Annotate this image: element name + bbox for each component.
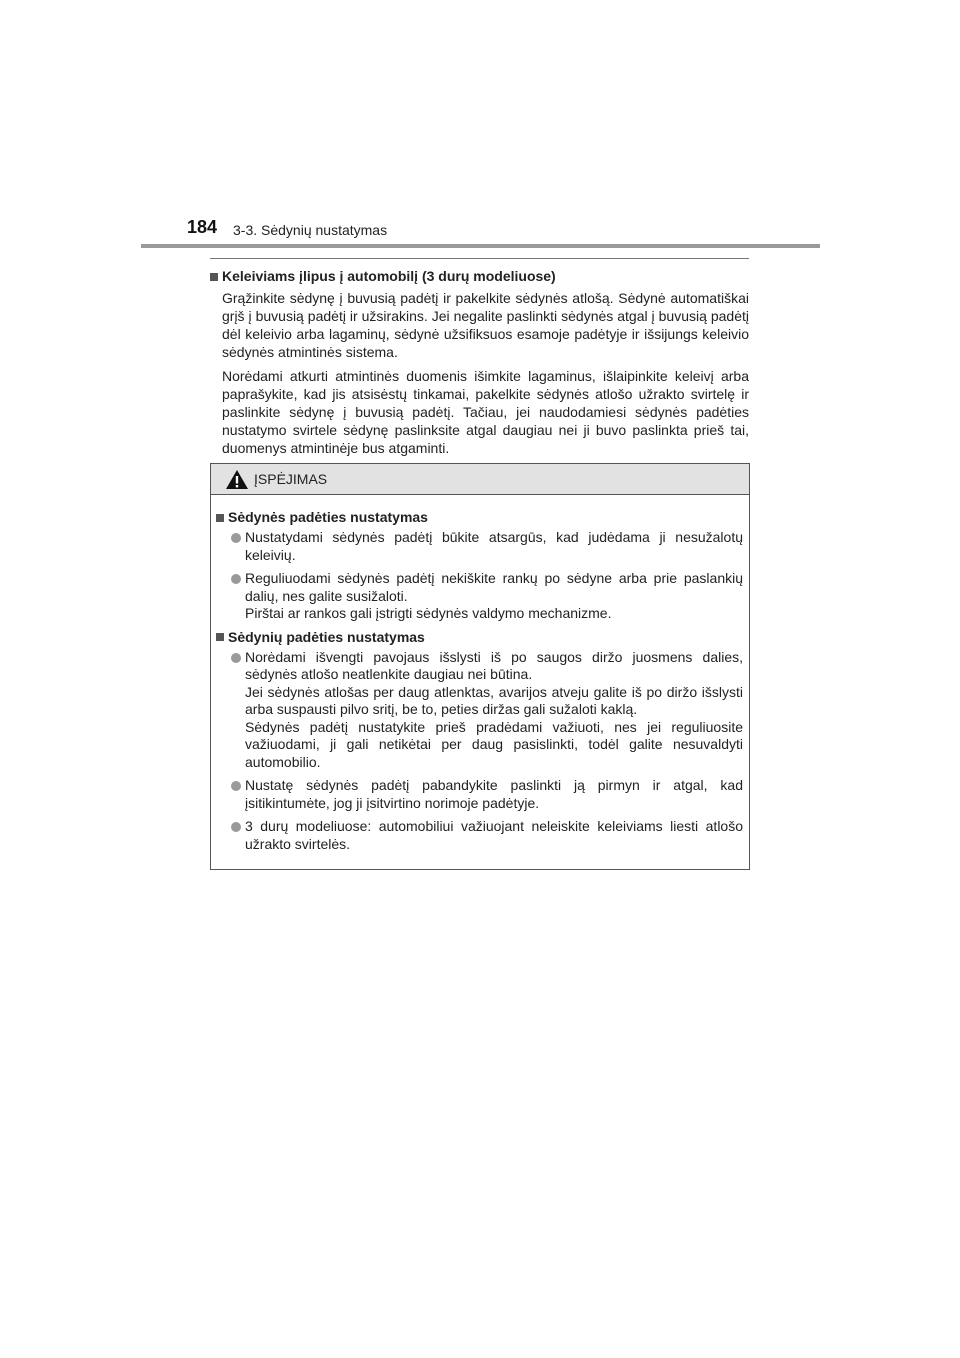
header-rule <box>141 244 820 248</box>
page-number: 184 <box>187 217 218 237</box>
bullet-dot-icon <box>231 781 241 791</box>
list-item <box>231 818 743 853</box>
warning-section-heading-text: Sėdynės padėties nustatymas <box>228 509 428 525</box>
warning-section-heading <box>216 509 743 526</box>
warning-box <box>210 463 750 870</box>
square-marker-icon <box>210 273 218 281</box>
list-item-text: Reguliuodami sėdynės padėtį nekiškite rankų po sėdyne arba prie paslankių dalių, nes galite susižaloti. Pirštai ar rankos gali įstrigti sėdynės valdymo mechanizme. <box>245 570 743 621</box>
main-section <box>210 258 749 463</box>
list-item-text: 3 durų modeliuose: automobiliui važiuojant neleiskite keleiviams liesti atlošo užrakto svirtelės. <box>245 818 743 852</box>
list-item-text: Nustatydami sėdynės padėtį būkite atsargūs, kad judėdama ji nesužalotų keleivių. <box>245 529 743 563</box>
section-divider <box>210 258 749 259</box>
warning-label: ĮSPĖJIMAS <box>254 471 328 487</box>
square-marker-icon <box>216 514 224 522</box>
chapter-title: 3-3. Sėdynių nustatymas <box>233 222 388 238</box>
warning-section-1 <box>216 509 743 623</box>
warning-section-heading-text: Sėdynių padėties nustatymas <box>228 628 425 645</box>
list-item <box>231 570 743 623</box>
list-item-text: Norėdami išvengti pavojaus išslysti iš po saugos diržo juosmens dalies, sėdynės atlošo neatlenkite daugiau nei būtina. Jei sėdynės atlošas per daug atlenktas, avarijos atveju galite iš po diržo išslysti arba suspausti pilvo sritį, be to, peties diržas gali sužaloti kaklą. Sėdynės padėtį nustatykite prieš pradėdami važiuoti, nes jei reguliuosite važiuodami, ji gali netikėtai per daug pasislinkti, todėl galite nesuvaldyti automobilio. <box>245 648 743 770</box>
warning-header <box>211 464 749 495</box>
section-heading <box>210 268 749 285</box>
warning-section-heading <box>216 629 743 646</box>
section-heading-text: Keleiviams įlipus į automobilį (3 durų modeliuose) <box>222 268 556 284</box>
bullet-dot-icon <box>231 574 241 584</box>
warning-body <box>211 495 749 853</box>
paragraph-2: Norėdami atkurti atmintinės duomenis išimkite lagaminus, išlaipinkite keleivį arba paprašykite, kad jis atsisėstų tinkamai, pakelkite sėdynės atlošo užrakto svirtelę ir paslinkite sėdynę į buvusią padėtį. Tačiau, jei naudodamiesi sėdynės padėties nustatymo svirtele sėdynę paslinksite atgal daugiau nei ji buvo paslinkta prieš tai, duomenys atmintinėje bus atgaminti. <box>222 368 749 456</box>
square-marker-icon <box>216 633 224 641</box>
warning-triangle-icon <box>225 469 249 490</box>
bullet-dot-icon <box>231 822 241 832</box>
bullet-dot-icon <box>231 533 241 543</box>
list-item-text: Nustatę sėdynės padėtį pabandykite paslinkti ją pirmyn ir atgal, kad įsitikintumėte, jog ji įsitvirtino norimoje padėtyje. <box>245 777 743 811</box>
list-item <box>231 529 743 564</box>
paragraph-1: Grąžinkite sėdynę į buvusią padėtį ir pakelkite sėdynės atlošą. Sėdynė automatiškai grįš į buvusią padėtį ir užsirakins. Jei negalite paslinkti sėdynės atgal į buvusią padėtį dėl keleivio arba lagaminų, sėdynė užsifiksuos esamoje padėtyje ir išsijungs keleivio sėdynės atmintinės sistema. <box>222 290 749 360</box>
list-item <box>231 777 743 812</box>
bullet-dot-icon <box>231 653 241 663</box>
warning-section-2 <box>216 629 743 854</box>
list-item <box>231 649 743 772</box>
